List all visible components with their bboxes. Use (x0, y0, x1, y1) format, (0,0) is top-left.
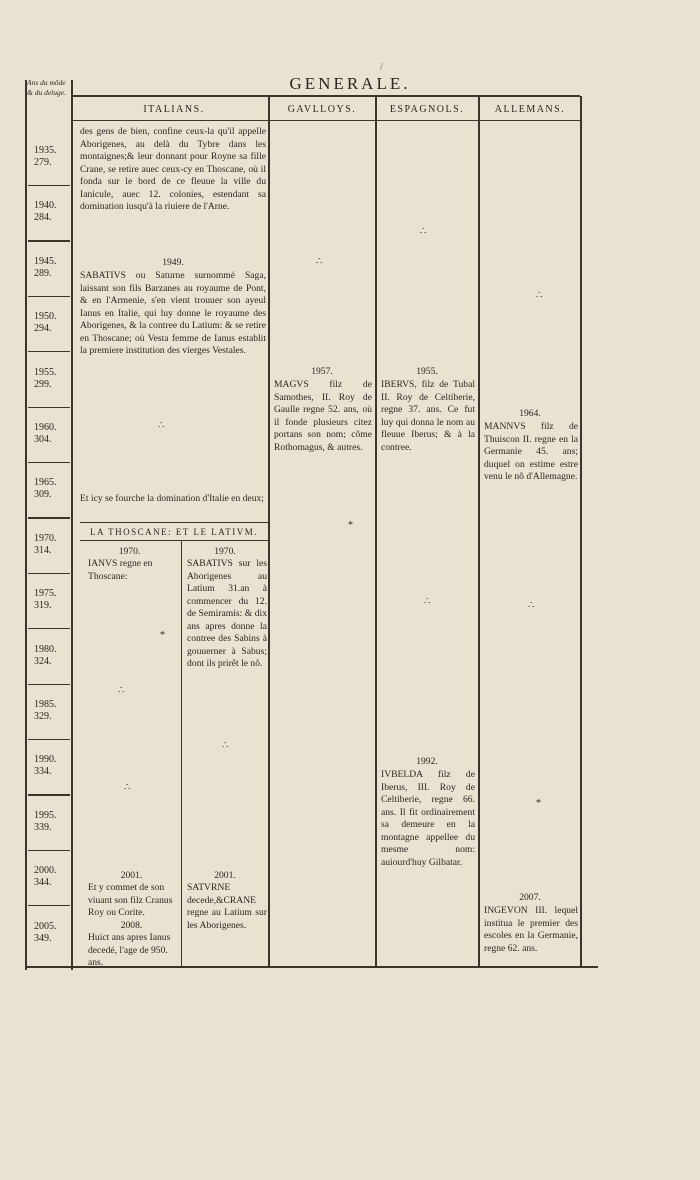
year-mundi: 1965. (34, 477, 57, 489)
year-row-rule (28, 185, 70, 186)
espagnols-paragraph-iberus: IBERVS, filz de Tubal II. Roy de Celtiberie, regne 37. ans. Ce fut luy qui donna le nom au fleuue Iberus; & à la contree. (381, 379, 475, 453)
header-rule (72, 95, 580, 97)
year-deluge: 289. (34, 267, 52, 279)
year-deluge: 309. (34, 489, 52, 501)
col-head-gaullois: GAVLLOYS. (287, 104, 357, 115)
year-mundi: 1945. (34, 255, 57, 267)
italians-paragraph-fork: Et icy se fourche la domination d'Italie en deux; (80, 493, 264, 504)
year-deluge: 304. (34, 434, 52, 445)
ornament-dots: ∴ (536, 290, 544, 301)
italians-paragraph-1: des gens de bien, confine ceux-la qu'il appelle Aborigenes, au delà du Tybre dans les montaignes;& leur donnant pour Royne sa fille Crane, se retire auec ceux-cy en Thoscane, où il fonda sur le bord de ce fleuue la ville du Ianicule, auec 12. colonies, estendant sa domination iusqu'à la riuiere de l'Arne. (80, 126, 266, 212)
year-deluge: 339. (34, 821, 52, 833)
year-mundi: 2000. (34, 865, 57, 877)
year-mundi: 1955. (34, 366, 57, 378)
subhead-thoscane-latium: LA THOSCANE: ET LE LATIVM. (90, 527, 258, 537)
year-row-rule (28, 407, 70, 408)
year-mundi: 1950. (34, 311, 57, 323)
page-mark: / (380, 62, 383, 73)
year-deluge: 329. (34, 711, 52, 722)
year-mundi: 1995. (34, 809, 57, 821)
ornament-dots: ∴ (158, 420, 166, 431)
year-mundi: 1970. (34, 532, 57, 544)
year-row-rule (28, 462, 70, 463)
ornament-asterisk: * (348, 520, 354, 531)
year-row-rule (28, 517, 70, 518)
gaulois-year: 1957. (311, 366, 333, 377)
allemans-paragraph-mannus: MANNVS filz de Thuiscon II. regne en la Germanie 45. ans; duquel on estime estre venu le nõ d'Allemagne. (484, 421, 578, 482)
year-row-rule (28, 850, 70, 851)
year-column-border (71, 80, 73, 970)
year-mundi: 1960. (34, 422, 57, 433)
thoscane-paragraph-2008: Huict ans apres Ianus decedé, l'age de 950. ans. (88, 932, 171, 968)
column-head-rule (72, 120, 580, 121)
year-mundi: 2005. (34, 920, 57, 932)
allemans-year-2007: 2007. (519, 892, 541, 903)
col-head-italians: ITALIANS. (143, 104, 205, 115)
year-deluge: 314. (34, 544, 52, 556)
ornament-dots: ∴ (124, 782, 132, 793)
year-row-rule (28, 573, 70, 574)
year-mundi: 1990. (34, 754, 57, 766)
year-row-rule (28, 794, 70, 795)
gaulois-paragraph-magus: MAGVS filz de Samothes, II. Roy de Gaulle regne 52. ans, où il fonde plusieurs citez portans son nom; cõme Rothomagus, & autres. (274, 379, 372, 453)
fork-rule-top (80, 522, 268, 523)
year-mundi: 1975. (34, 588, 57, 600)
col-head-espagnols: ESPAGNOLS. (389, 104, 465, 115)
latium-year-2001: 2001. (214, 870, 236, 881)
year-row-rule (28, 684, 70, 685)
year-deluge: 299. (34, 378, 52, 390)
year-mundi: 1940. (34, 200, 57, 212)
left-border (25, 80, 27, 970)
ornament-dots: ∴ (424, 596, 432, 607)
year-mundi: 1985. (34, 699, 57, 710)
italians-paragraph-sabatius: SABATIVS ou Saturne surnommé Saga, laissant son fils Barzanes au royaume de Pont, & en l'Armenie, s'en vient trouuer son ayeul Ianus en Italie, qui luy donne le royaume des Aborigenes, & la contree du Latium: & se retire en Thoscane; où Vesta femme de Ianus establit la premiere institution des vierges Vestales. (80, 270, 266, 356)
divider-gaullois-espagnols (375, 96, 377, 966)
allemans-paragraph-ingevon: INGEVON III. lequel institua le premier des escoles en la Germanie, regne 62. ans. (484, 905, 578, 954)
thoscane-year-1970: 1970. (118, 546, 141, 557)
year-deluge: 334. (34, 766, 52, 778)
year-mundi: 1935. (34, 145, 57, 156)
ornament-dots: ∴ (420, 226, 428, 237)
ornament-dots: ∴ (222, 740, 230, 751)
year-row-rule (28, 905, 70, 906)
year-column-head: Ans du mõde & du deluge. (27, 78, 66, 97)
thoscane-paragraph-1970: IANVS regne en Thoscane: (88, 558, 153, 582)
right-border (580, 96, 582, 966)
thoscane-year-2008: 2008. (120, 920, 143, 931)
divider-italians-gaullois (268, 96, 270, 966)
espagnols-paragraph-iubelda: IVBELDA filz de Iberus, III. Roy de Celtiberie, regne 66. ans. Il fit ordinairement sa demeure en la montagne appellee du mesme nom: auiourd'huy Gilbatar. (381, 769, 475, 868)
ornament-asterisk: * (160, 630, 166, 641)
ornament-dots: ∴ (316, 256, 324, 267)
year-deluge: 344. (34, 877, 52, 889)
year-deluge: 279. (34, 157, 52, 168)
ornament-dots: ∴ (118, 685, 126, 696)
allemans-year-1964: 1964. (519, 408, 541, 419)
page-title: GENERALE. (289, 74, 411, 93)
year-deluge: 294. (34, 323, 52, 335)
year-row-rule (28, 739, 70, 740)
espagnols-year-1955: 1955. (416, 366, 438, 377)
italians-year-1949: 1949. (162, 257, 184, 268)
year-deluge: 349. (34, 932, 52, 944)
year-deluge: 319. (34, 600, 52, 612)
year-deluge: 324. (34, 655, 52, 667)
ornament-dots: ∴ (528, 600, 536, 611)
divider-espagnols-allemans (478, 96, 480, 966)
col-head-allemans: ALLEMANS. (494, 104, 566, 115)
year-row-rule (28, 240, 70, 241)
latium-paragraph-2001: SATVRNE decede,&CRANE regne au Latium sur les Aborigenes. (187, 882, 267, 931)
thoscane-year-2001: 2001. (120, 870, 143, 881)
divider-thoscane-latium (181, 540, 182, 966)
year-row-rule (28, 296, 70, 297)
espagnols-year-1992: 1992. (416, 756, 438, 767)
latium-paragraph-1970: SABATIVS sur les Aborigenes au Latium 31.an à commencer du 12. de Semiramis: & dix ans apres donne la contree des Sabins à gouuerner à Sabus; dont ils prirêt le nõ. (187, 558, 267, 669)
latium-year-1970: 1970. (214, 546, 236, 557)
ornament-asterisk: * (536, 798, 542, 809)
thoscane-paragraph-2001: Et y commet de son viuant son filz Cranus Roy ou Corite. (88, 882, 173, 918)
year-row-rule (28, 351, 70, 352)
year-deluge: 284. (34, 212, 52, 224)
year-row-rule (28, 628, 70, 629)
fork-rule-bottom (80, 540, 268, 541)
year-mundi: 1980. (34, 643, 57, 655)
